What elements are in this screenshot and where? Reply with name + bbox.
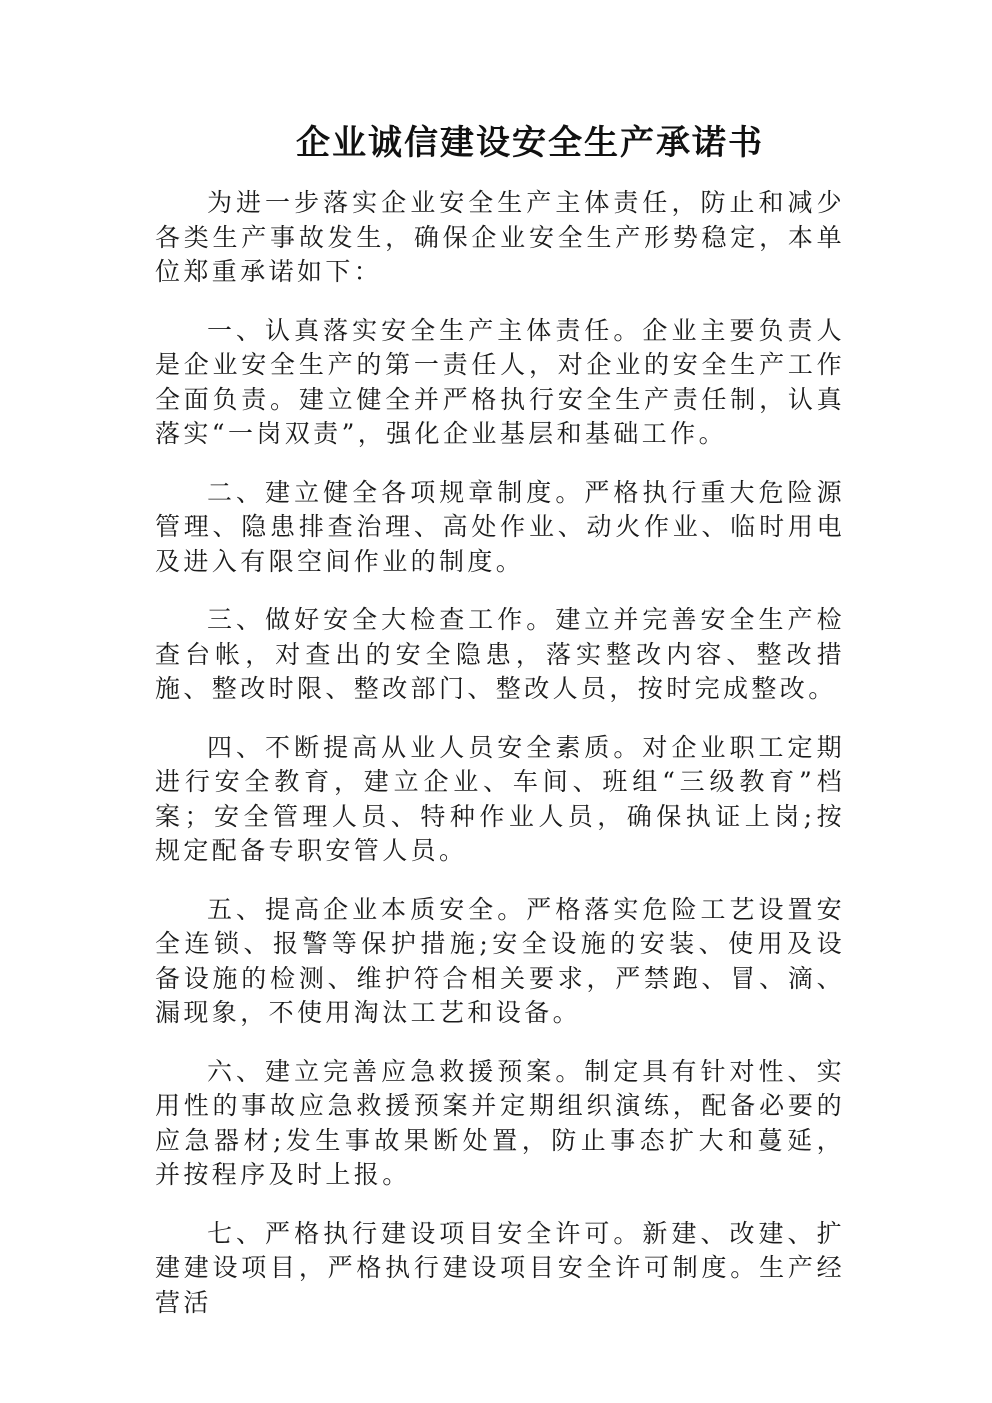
paragraph-item-6: 六、建立完善应急救援预案。制定具有针对性、实用性的事故应急救援预案并定期组织演练，配备必要的应急器材;发生事故果断处置，防止事态扩大和蔓延，并按程序及时上报。 — [155, 1056, 845, 1189]
paragraph-item-5: 五、提高企业本质安全。严格落实危险工艺设置安全连锁、报警等保护措施;安全设施的安装、使用及设备设施的检测、维护符合相关要求，严禁跑、冒、滴、漏现象，不使用淘汰工艺和设备。 — [155, 894, 845, 1027]
paragraph-item-1: 一、认真落实安全生产主体责任。企业主要负责人是企业安全生产的第一责任人，对企业的安全生产工作全面负责。建立健全并严格执行安全生产责任制，认真落实“一岗双责”，强化企业基层和基础工作。 — [155, 315, 845, 448]
paragraph-item-7: 七、严格执行建设项目安全许可。新建、改建、扩建建设项目，严格执行建设项目安全许可制度。生产经营活 — [155, 1218, 845, 1317]
paragraph-item-4: 四、不断提高从业人员安全素质。对企业职工定期进行安全教育，建立企业、车间、班组“三级教育”档案；安全管理人员、特种作业人员，确保执证上岗;按规定配备专职安管人员。 — [155, 732, 845, 865]
paragraph-item-3: 三、做好安全大检查工作。建立并完善安全生产检查台帐，对查出的安全隐患，落实整改内容、整改措施、整改时限、整改部门、整改人员，按时完成整改。 — [155, 605, 845, 703]
paragraph-item-2: 二、建立健全各项规章制度。严格执行重大危险源管理、隐患排查治理、高处作业、动火作业、临时用电及进入有限空间作业的制度。 — [155, 477, 845, 576]
paragraph-intro: 为进一步落实企业安全生产主体责任，防止和减少各类生产事故发生，确保企业安全生产形势稳定，本单位郑重承诺如下： — [155, 188, 845, 286]
document-title: 企业诚信建设安全生产承诺书 — [296, 123, 764, 163]
document-body — [155, 186, 845, 1320]
